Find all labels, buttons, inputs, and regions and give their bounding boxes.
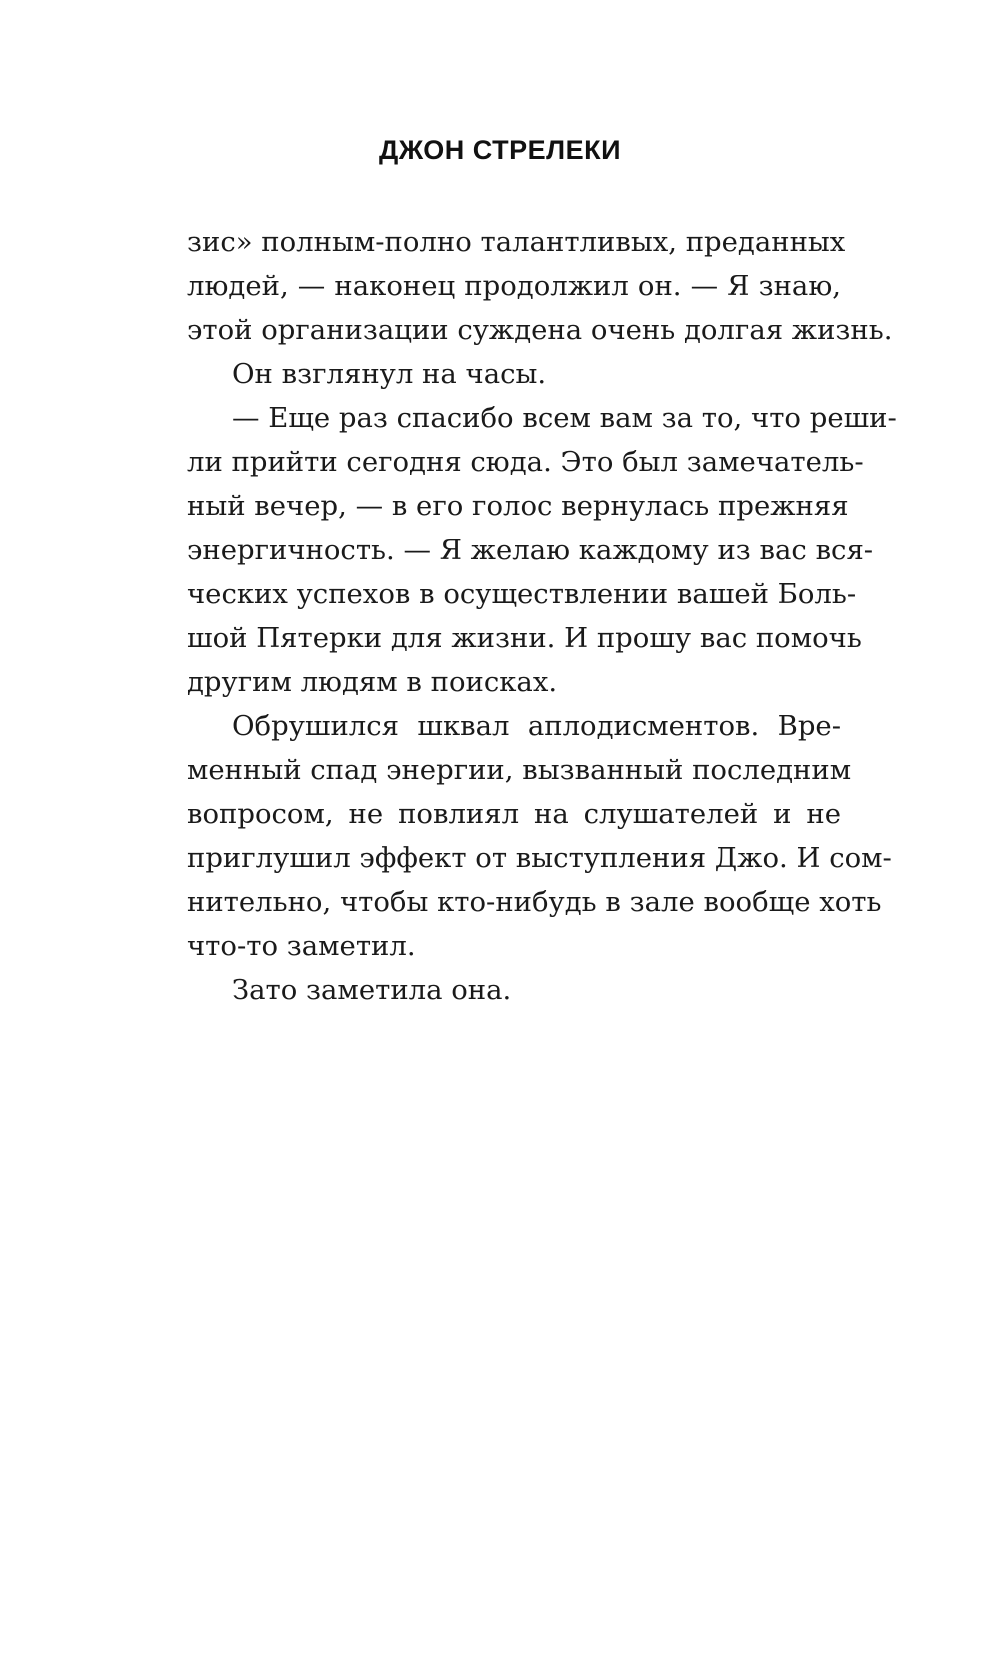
text-line: энергичность. — Я желаю каждому из вас вся- [187,534,874,566]
body-text [187,220,897,1012]
text-line: менный спад энергии, вызванный последним [187,754,852,786]
text-line: что-то заметил. [187,930,416,962]
text-line: зис» полным-полно талантливых, преданных [187,226,846,258]
text-line: Обрушился шквал аплодисментов. Вре- [232,710,841,742]
text-line: ный вечер, — в его голос вернулась прежняя [187,490,849,522]
text-line: ли прийти сегодня сюда. Это был замечатель- [187,446,864,478]
text-line: Зато заметила она. [232,974,512,1006]
text-line: — Еще раз спасибо всем вам за то, что реши- [232,402,897,434]
text-line: приглушил эффект от выступления Джо. И сом- [187,842,892,874]
text-line: ческих успехов в осуществлении вашей Боль- [187,578,857,610]
running-head: ДЖОН СТРЕЛЕКИ [379,135,621,165]
text-line: людей, — наконец продолжил он. — Я знаю, [187,270,841,302]
text-line: нительно, чтобы кто-нибудь в зале вообще хоть [187,886,882,918]
text-line: другим людям в поисках. [187,666,558,698]
text-line: Он взглянул на часы. [232,358,547,390]
text-line: вопросом, не повлиял на слушателей и не [187,798,841,830]
text-line: шой Пятерки для жизни. И прошу вас помочь [187,622,862,654]
text-line: этой организации суждена очень долгая жизнь. [187,314,893,346]
